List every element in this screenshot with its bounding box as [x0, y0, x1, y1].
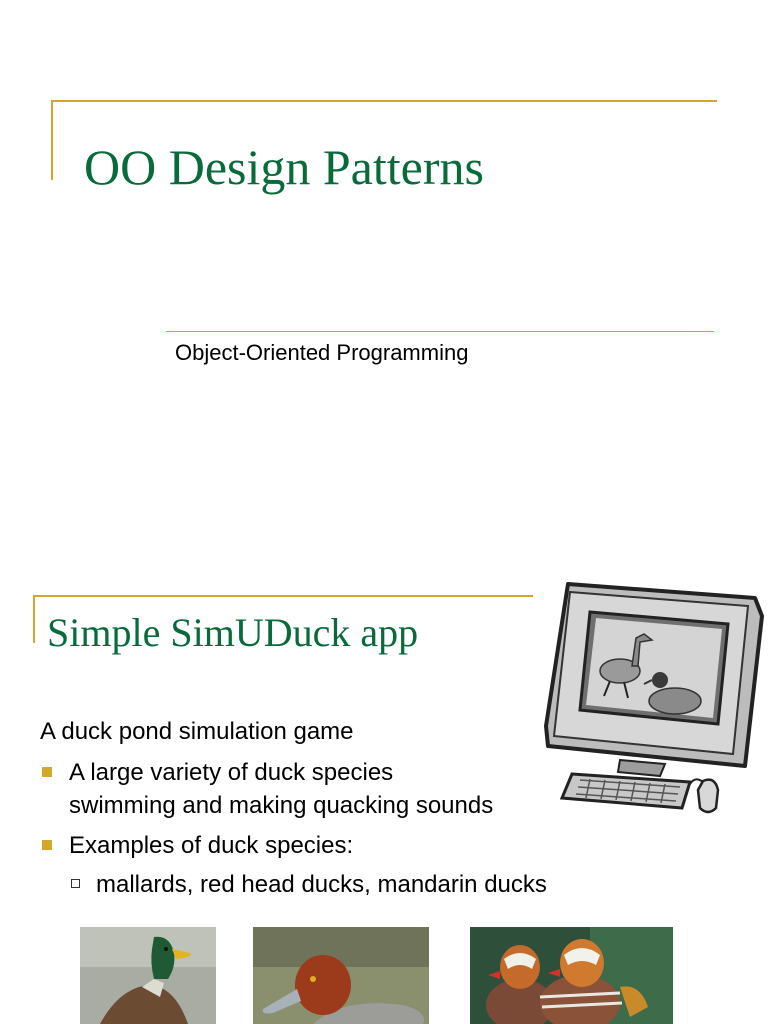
- redhead-duck-photo: [253, 927, 429, 1024]
- simuduck-slide: [0, 512, 768, 1024]
- mallard-duck-photo: [80, 927, 216, 1024]
- slide-title: Simple SimUDuck app: [47, 610, 419, 655]
- subtitle-rule: [166, 331, 714, 332]
- intro-text: A duck pond simulation game: [40, 718, 354, 745]
- slide-subtitle: Object-Oriented Programming: [175, 340, 469, 365]
- sub-bullet-marker: [71, 879, 80, 888]
- bullet-marker: [42, 767, 52, 777]
- slide-title: OO Design Patterns: [84, 139, 484, 195]
- title-left-rule: [51, 100, 53, 180]
- bullet-2-text: Examples of duck species:: [69, 832, 354, 859]
- bullet-1-line-1: A large variety of duck species: [69, 759, 394, 786]
- title-left-rule: [33, 595, 35, 643]
- title-top-rule: [51, 100, 717, 102]
- bullet-1-line-2: swimming and making quacking sounds: [69, 792, 494, 819]
- title-top-rule: [33, 595, 533, 597]
- bullet-marker: [42, 840, 52, 850]
- sub-bullet-text: mallards, red head ducks, mandarin ducks: [96, 871, 547, 898]
- mandarin-ducks-photo: [470, 927, 673, 1024]
- computer-with-ducks-clipart: [540, 576, 766, 818]
